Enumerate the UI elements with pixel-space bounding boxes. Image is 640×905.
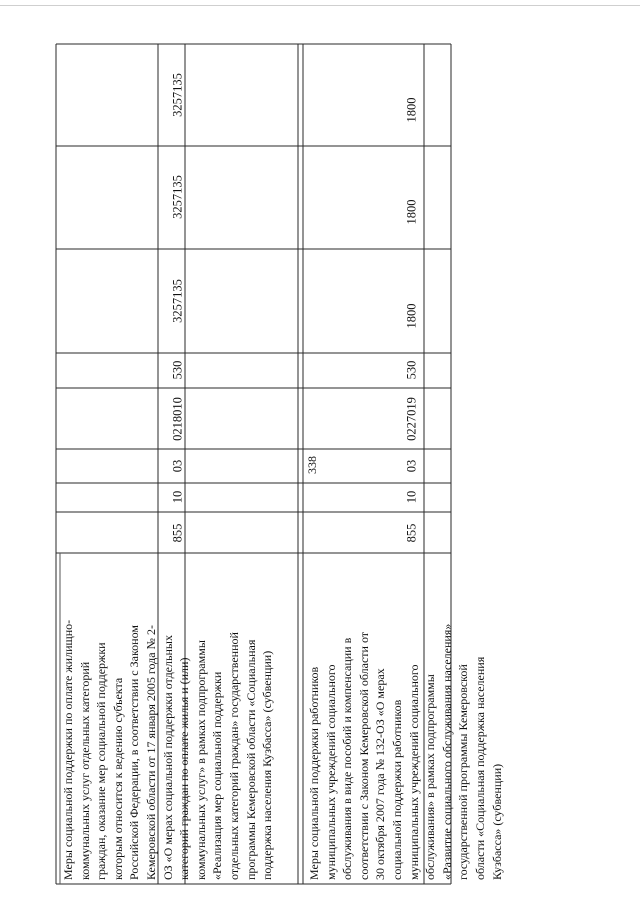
cell-ministry-code: 855 [404, 523, 419, 543]
description-line: обслуживания» в рамках подпрограммы [423, 674, 438, 880]
scan-edge-line [0, 5, 640, 6]
description-line: Кемеровской области от 17 января 2005 года № 2- [143, 624, 158, 880]
description-line: 30 октября 2007 года № 132-ОЗ «О мерах [373, 668, 388, 880]
cell-target-article: 0218010 [170, 397, 185, 441]
cell-section-code: 10 [404, 490, 419, 504]
cell-expense-type: 530 [404, 360, 419, 380]
description-line: соответствии с Законом Кемеровской области от [356, 631, 371, 880]
description-line: ОЗ «О мерах социальной поддержки отдельных [160, 635, 175, 880]
description-line: муниципальных учреждений социального [323, 664, 338, 880]
cell-amount-1: 3257135 [170, 279, 185, 323]
cell-subsection-code: 03 [404, 459, 419, 473]
cell-amount-1: 1800 [404, 303, 419, 329]
page-number: 338 [305, 456, 319, 474]
description-line: отдельных категорий граждан» государственной [226, 632, 241, 880]
description-line: граждан, оказание мер социальной поддержки [94, 642, 109, 880]
cell-amount-3: 3257135 [170, 73, 185, 117]
description-line: обслуживания в виде пособий и компенсации в [340, 637, 355, 880]
description-line: коммунальных услуг» в рамках подпрограммы [193, 640, 208, 880]
description-line: «Развитие социального обслуживания населения» [439, 623, 454, 880]
description-line: государственной программы Кемеровской [456, 664, 471, 880]
description-line: категорий граждан по оплате жилья и (или) [177, 657, 192, 880]
description-line: социальной поддержки работников [389, 699, 404, 880]
cell-amount-3: 1800 [404, 97, 419, 123]
cell-target-article: 0227019 [404, 397, 419, 441]
cell-amount-2: 1800 [404, 199, 419, 225]
row-description [60, 620, 276, 880]
description-line: «Реализация мер социальной поддержки [210, 671, 225, 880]
cell-ministry-code: 855 [170, 523, 185, 543]
description-line: коммунальных услуг отдельных категорий [77, 661, 92, 880]
description-line: поддержка населения Кузбасса» (субвенции) [260, 650, 275, 880]
description-line: Кузбасса» (субвенции) [489, 763, 504, 880]
row-description [306, 624, 505, 880]
cell-amount-2: 3257135 [170, 175, 185, 219]
description-line: Меры социальной поддержки по оплате жилищно- [61, 619, 75, 880]
description-line: области «Социальная поддержка населения [472, 656, 487, 880]
description-line: программы Кемеровской области «Социальная [243, 639, 258, 880]
cell-expense-type: 530 [170, 360, 185, 380]
cell-section-code: 10 [170, 490, 185, 504]
description-line: Российской Федерации, в соответствии с Законом [127, 625, 142, 880]
description-line: Меры социальной поддержки работников [307, 666, 321, 880]
description-line: муниципальных учреждений социального [406, 664, 421, 880]
cell-subsection-code: 03 [170, 459, 185, 473]
description-line: которым относится к ведению субъекта [110, 677, 125, 880]
